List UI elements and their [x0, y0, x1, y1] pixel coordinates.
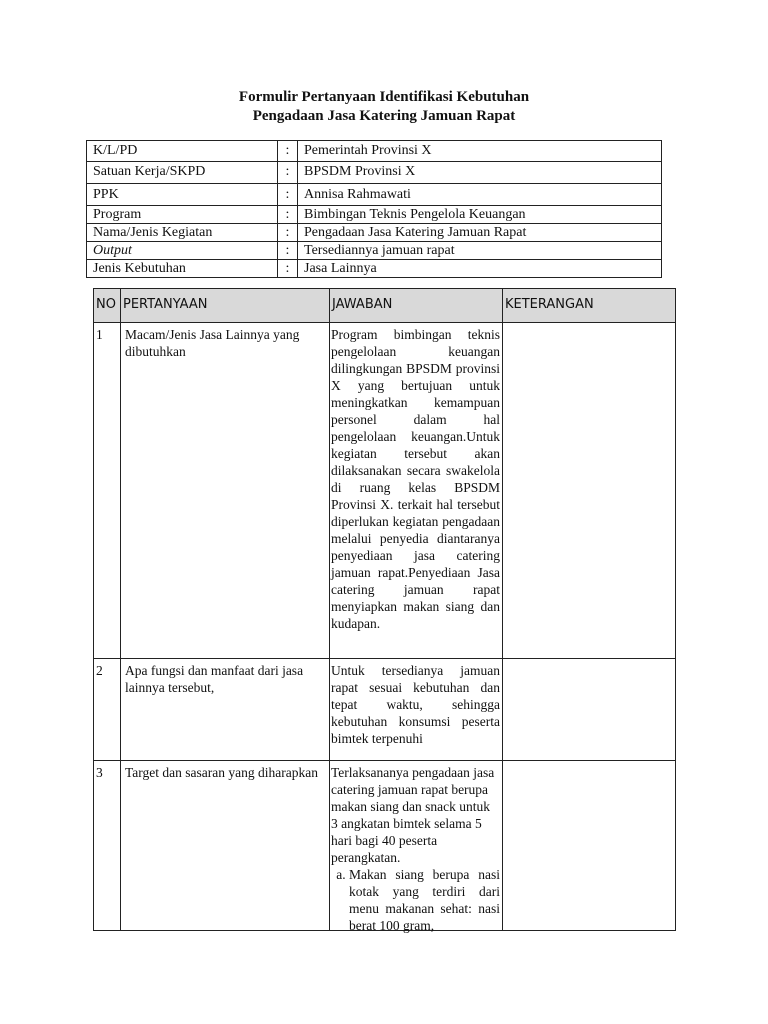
header-keterangan: KETERANGAN — [503, 289, 676, 323]
identity-value: Pemerintah Provinsi X — [298, 141, 662, 162]
row-answer — [330, 659, 503, 761]
identity-value: Tersediannya jamuan rapat — [298, 242, 662, 260]
table-header-row — [94, 289, 676, 323]
identity-value: Jasa Lainnya — [298, 260, 662, 278]
row-number: 1 — [94, 323, 121, 659]
identity-colon: : — [278, 224, 298, 242]
row-note — [503, 761, 676, 931]
row-note — [503, 323, 676, 659]
identity-row — [87, 141, 662, 162]
row-answer-text: Program bimbingan teknis pengelolaan keuangan dilingkungan BPSDM provinsi X yang bertujuan untuk meningkatkan kemampuan personel dalam hal pengelolaan keuangan.Untuk kegiatan tersebut akan dilaksanakan secara swakelola di ruang kelas BPSDM Provinsi X. terkait hal tersebut diperlukan kegiatan pengadaan melalui penyedia diantaranya penyediaan jasa catering jamuan rapat.Penyediaan Jasa catering jamuan rapat menyiapkan makan siang dan kudapan. — [331, 327, 500, 631]
identity-colon: : — [278, 162, 298, 184]
row-answer-text: Terlaksananya pengadaan jasa catering jamuan rapat berupa makan siang dan snack untuk 3 angkatan bimtek selama 5 hari bagi 40 peserta perangkatan. — [331, 765, 495, 865]
identity-table — [86, 140, 662, 278]
header-jawaban: JAWABAN — [330, 289, 503, 323]
identity-colon: : — [278, 184, 298, 206]
identity-value: Pengadaan Jasa Katering Jamuan Rapat — [298, 224, 662, 242]
row-question: Target dan sasaran yang diharapkan — [121, 761, 330, 931]
identity-colon: : — [278, 260, 298, 278]
form-title — [0, 88, 768, 126]
identity-value: BPSDM Provinsi X — [298, 162, 662, 184]
identity-label: Nama/Jenis Kegiatan — [87, 224, 278, 242]
table-row — [94, 323, 676, 659]
table-row — [94, 761, 676, 931]
form-title-line1: Formulir Pertanyaan Identifikasi Kebutuhan — [238, 89, 530, 105]
row-question: Macam/Jenis Jasa Lainnya yang dibutuhkan — [121, 323, 330, 659]
identity-label: Output — [87, 242, 278, 260]
identity-row — [87, 224, 662, 242]
identity-colon: : — [278, 242, 298, 260]
row-answer — [330, 323, 503, 659]
identity-row — [87, 162, 662, 184]
row-number: 3 — [94, 761, 121, 931]
identity-row — [87, 184, 662, 206]
questions-table — [93, 288, 676, 931]
identity-row — [87, 242, 662, 260]
table-row — [94, 659, 676, 761]
header-no: NO — [94, 289, 121, 323]
identity-value: Annisa Rahmawati — [298, 184, 662, 206]
identity-row — [87, 260, 662, 278]
identity-colon: : — [278, 206, 298, 224]
identity-value: Bimbingan Teknis Pengelola Keuangan — [298, 206, 662, 224]
row-question: Apa fungsi dan manfaat dari jasa lainnya tersebut, — [121, 659, 330, 761]
identity-label: Jenis Kebutuhan — [87, 260, 278, 278]
row-note — [503, 659, 676, 761]
header-pertanyaan: PERTANYAAN — [121, 289, 330, 323]
identity-label: K/L/PD — [87, 141, 278, 162]
answer-list-item: a. Makan siang berupa nasi kotak yang terdiri dari menu makanan sehat: nasi berat 100 gram, — [349, 866, 500, 934]
identity-label: Satuan Kerja/SKPD — [87, 162, 278, 184]
identity-row — [87, 206, 662, 224]
row-answer-text: Untuk tersedianya jamuan rapat sesuai kebutuhan dan tepat waktu, sehingga kebutuhan konsumsi peserta bimtek terpenuhi — [331, 663, 500, 746]
row-number: 2 — [94, 659, 121, 761]
identity-label: Program — [87, 206, 278, 224]
identity-colon: : — [278, 141, 298, 162]
row-answer — [330, 761, 503, 931]
answer-list — [331, 866, 500, 934]
form-title-line2: Pengadaan Jasa Katering Jamuan Rapat — [252, 108, 516, 124]
identity-label: PPK — [87, 184, 278, 206]
